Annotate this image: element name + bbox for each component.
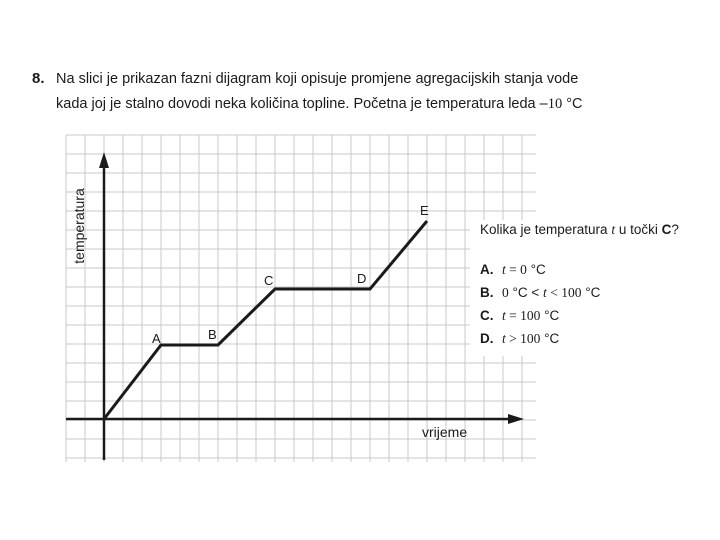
option-letter: C. (480, 308, 494, 323)
option-lower-value: 0 (502, 285, 509, 300)
point-label-c: C (264, 273, 274, 288)
option-relation: = (505, 308, 521, 323)
question-number: 8. (32, 70, 45, 87)
option-unit: °C (526, 262, 546, 277)
option-value: 100 (520, 308, 541, 323)
graph-grid (66, 135, 536, 462)
answer-option-c[interactable] (480, 308, 712, 324)
point-label-b: B (208, 327, 217, 342)
option-value: 0 (520, 262, 527, 277)
sub-question-variable: t (611, 222, 616, 237)
option-relation: < (546, 285, 562, 300)
option-unit: °C (540, 331, 560, 346)
point-label-e: E (420, 203, 429, 218)
option-letter: D. (480, 331, 494, 346)
start-temperature-unit: °C (562, 96, 583, 112)
start-temperature-value: 10 (547, 96, 563, 112)
point-label-d: D (357, 271, 367, 286)
option-relation: > (505, 331, 521, 346)
option-letter: A. (480, 262, 494, 277)
question-text-line-2-main: kada joj je stalno dovodi neka količina topline. Početna je temperatura leda – (56, 96, 548, 112)
option-variable: t (543, 285, 547, 300)
sub-question-text-1: Kolika je temperatura (480, 222, 612, 237)
option-variable: t (502, 262, 506, 277)
answer-panel (470, 220, 712, 356)
option-value: 100 (561, 285, 582, 300)
heating-curve (104, 221, 427, 419)
x-axis-label: vrijeme (422, 424, 468, 440)
sub-question-point: C (661, 222, 672, 237)
option-unit: °C (581, 285, 601, 300)
point-label-a: A (152, 331, 161, 346)
option-unit: °C (540, 308, 560, 323)
option-lower-unit: °C < (508, 285, 544, 300)
y-axis-label: temperatura (71, 188, 87, 264)
answer-option-b[interactable] (480, 285, 712, 301)
option-variable: t (502, 331, 506, 346)
sub-question-end: ? (671, 222, 679, 237)
question-text-line-1: Na slici je prikazan fazni dijagram koji opisuje promjene agregacijskih stanja vode (56, 71, 579, 87)
option-variable: t (502, 308, 506, 323)
option-relation: = (505, 262, 521, 277)
answer-option-d[interactable] (480, 331, 712, 347)
option-value: 100 (520, 331, 541, 346)
option-letter: B. (480, 285, 494, 300)
sub-question-text-2: u točki (615, 222, 662, 237)
answer-option-a[interactable] (480, 262, 712, 278)
sub-question (480, 222, 712, 238)
